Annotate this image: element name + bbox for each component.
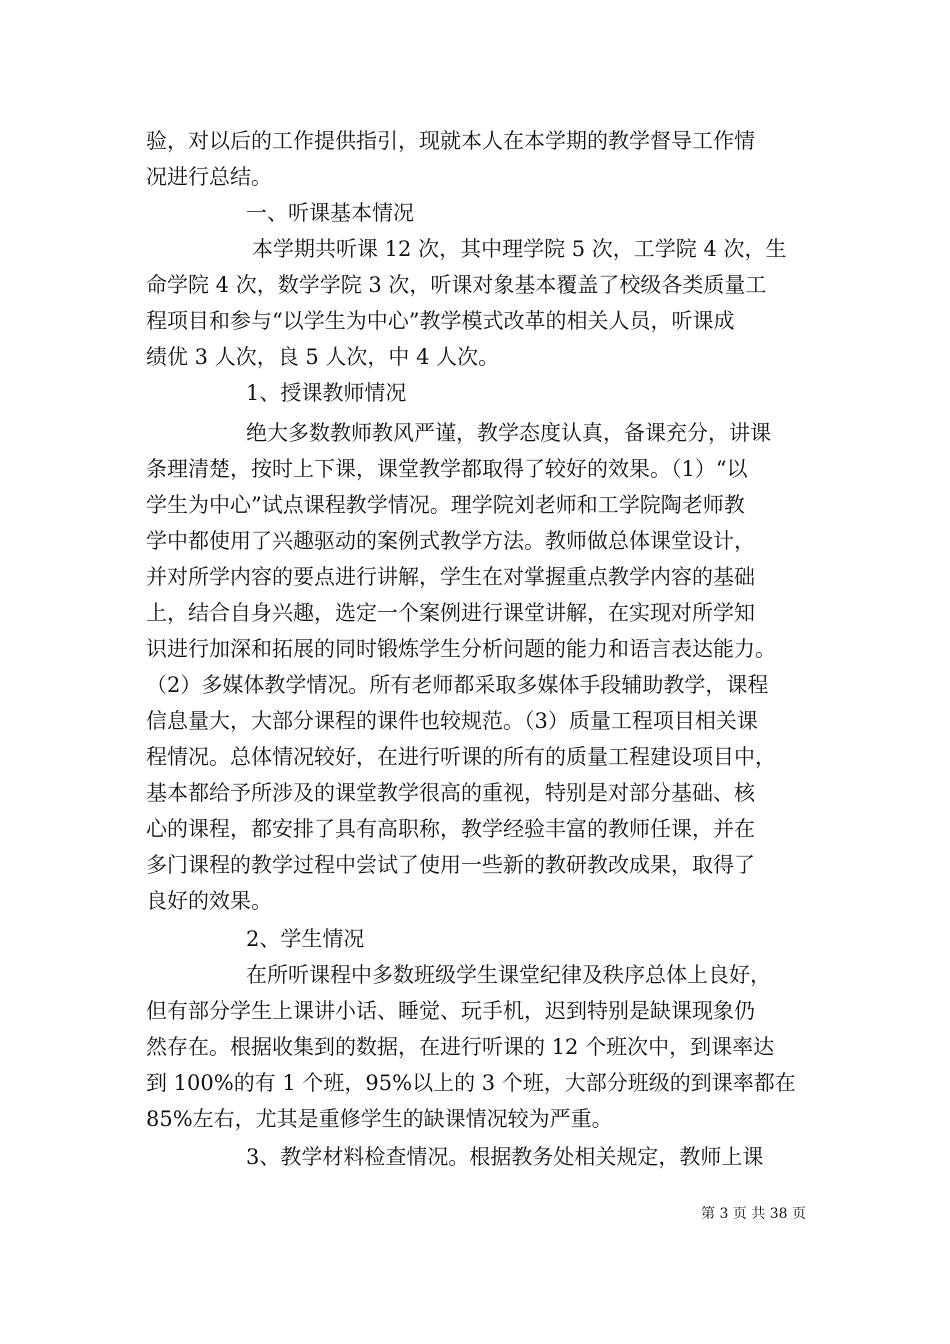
section-heading: 一、听课基本情况 [246,201,414,225]
subsection-heading: 3、教学材料检查情况。根据教务处相关规定，教师上课 [246,1145,764,1169]
text-line: 学中都使用了兴趣驱动的案例式教学方法。教师做总体课堂设计， [146,529,755,553]
text-line: 学生为中心”试点课程教学情况。理学院刘老师和工学院陶老师教 [146,493,745,517]
text-line: 但有部分学生上课讲小话、睡觉、玩手机，迟到特别是缺课现象仍 [146,999,755,1023]
text-line: 心的课程，都安排了具有高职称，教学经验丰富的教师任课，并在 [146,817,755,841]
text-line: 到 100%的有 1 个班，95%以上的 3 个班，大部分班级的到课率都在 [146,1071,796,1095]
text-line: 程情况。总体情况较好，在进行听课的所有的质量工程建设项目中， [146,745,776,769]
subsection-heading: 2、学生情况 [246,927,365,951]
text-line: 识进行加深和拓展的同时锻炼学生分析问题的能力和语言表达能力。 [146,637,776,661]
subsection-heading: 1、授课教师情况 [246,381,407,405]
text-line: 条理清楚，按时上下课，课堂教学都取得了较好的效果。（1）“以 [146,457,748,481]
text-line: 况进行总结。 [146,165,272,189]
page-number: 第 3 页 共 38 页 [701,1206,806,1222]
text-line: 并对所学内容的要点进行讲解，学生在对掌握重点教学内容的基础 [146,565,755,589]
text-line: 绝大多数教师教风严谨，教学态度认真，备课充分，讲课 [246,421,771,445]
text-line: 良好的效果。 [146,889,272,913]
text-line: 命学院 4 次，数学学院 3 次，听课对象基本覆盖了校级各类质量工 [146,273,767,297]
text-line: 多门课程的教学过程中尝试了使用一些新的教研教改成果，取得了 [146,853,755,877]
text-line: 上，结合自身兴趣，选定一个案例进行课堂讲解，在实现对所学知 [146,601,755,625]
text-line: 然存在。根据收集到的数据，在进行听课的 12 个班次中，到课率达 [146,1035,775,1059]
text-line: 在所听课程中多数班级学生课堂纪律及秩序总体上良好， [246,963,771,987]
text-line: 85%左右，尤其是重修学生的缺课情况较为严重。 [146,1107,613,1131]
text-line: 信息量大，大部分课程的课件也较规范。（3）质量工程项目相关课 [146,709,758,733]
text-line: 验，对以后的工作提供指引，现就本人在本学期的教学督导工作情 [146,129,755,153]
text-line: 程项目和参与“以学生为中心”教学模式改革的相关人员，听课成 [146,309,735,333]
text-line: 本学期共听课 12 次，其中理学院 5 次，工学院 4 次，生 [252,237,787,261]
text-line: （2）多媒体教学情况。所有老师都采取多媒体手段辅助教学，课程 [146,673,769,697]
text-line: 绩优 3 人次，良 5 人次，中 4 人次。 [146,345,500,369]
text-line: 基本都给予所涉及的课堂教学很高的重视，特别是对部分基础、核 [146,781,755,805]
